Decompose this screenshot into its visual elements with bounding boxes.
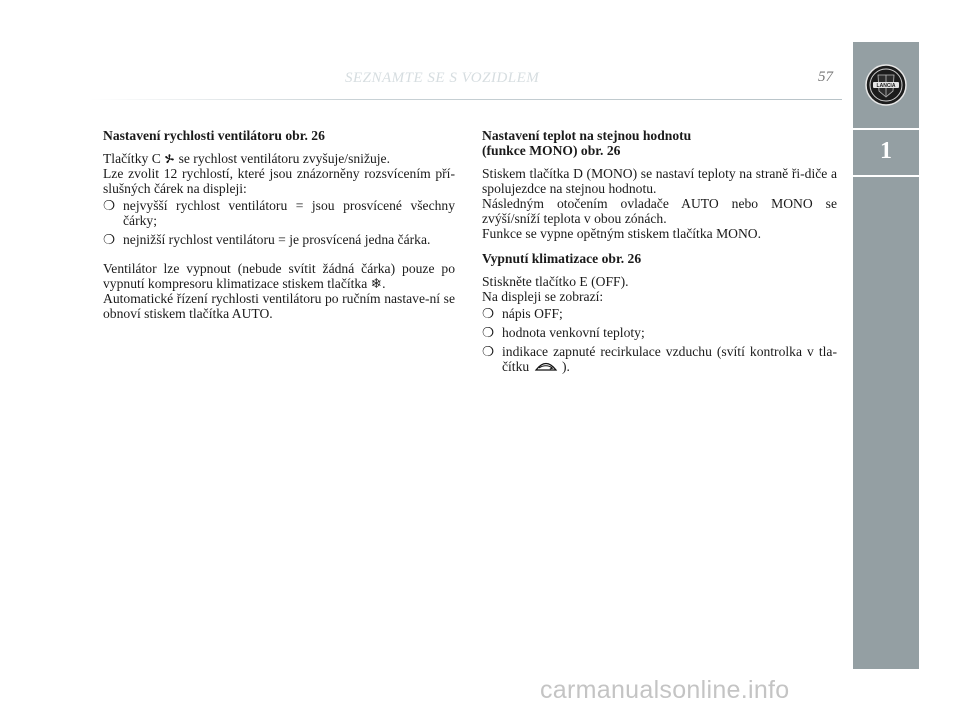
bullet-marker: ❍ [482,344,495,359]
paragraph: Stiskem tlačítka D (MONO) se nastaví teploty na straně ři-diče a spolujezdce na stejnou hodnotu. [482,166,837,196]
list-item [482,344,837,374]
list-item-text: nápis OFF; [502,306,563,321]
list-item-text: indikace zapnuté recirkulace vzduchu (svítí kontrolka v tla-čítku [502,344,837,374]
paragraph: Na displeji se zobrazí: [482,289,604,304]
paragraph: Následným otočením ovladače AUTO nebo MONO se zvýší/sníží teplota v obou zónách. [482,196,837,226]
list-item [482,325,837,340]
header-rule [90,99,842,100]
bullet-marker: ❍ [103,198,116,213]
list-item-text: nejvyšší rychlost ventilátoru = jsou prosvícené všechny čárky; [123,198,455,228]
watermark: carmanualsonline.info [540,676,790,704]
text-run: se rychlost ventilátoru zvyšuje/snižuje. [178,151,390,166]
bullet-marker: ❍ [103,232,116,247]
list-item-text: nejnižší rychlost ventilátoru = je prosvícená jedna čárka. [123,232,431,247]
heading-line: Nastavení teplot na stejnou hodnotu [482,128,692,143]
snowflake-icon: ❄ [370,276,383,291]
lancia-logo-icon [864,63,908,107]
section-heading: Vypnutí klimatizace obr. 26 [482,251,642,266]
bullet-marker: ❍ [482,325,495,340]
text-run: Ventilátor lze vypnout (nebude svítit žádná čárka) pouze po vypnutí kompresoru klimatizace stiskem tlačítka [103,261,455,291]
heading-line: (funkce MONO) obr. 26 [482,143,621,158]
paragraph [103,151,455,166]
tab-separator [853,128,919,130]
list-item [103,232,455,247]
section-heading: Nastavení rychlosti ventilátoru obr. 26 [103,128,325,143]
text-run: Tlačítky C [103,151,161,166]
left-column [103,128,455,321]
right-column [482,128,837,378]
chapter-side-tab [853,42,919,669]
chapter-number: 1 [880,138,892,164]
bullet-marker: ❍ [482,306,495,321]
tab-separator [853,175,919,177]
svg-text:LANCIA: LANCIA [876,82,896,89]
section-heading [482,128,837,158]
paragraph [103,261,455,291]
list-item-text: ). [562,359,570,374]
fan-icon [164,153,175,165]
paragraph: Stiskněte tlačítko E (OFF). [482,274,629,289]
page-number: 57 [818,69,833,85]
list-item [103,198,455,228]
paragraph: Automatické řízení rychlosti ventilátoru po ručním nastave-ní se obnoví stiskem tlačítka AUTO. [103,291,455,321]
air-recirculation-icon [533,360,559,373]
list-item-text: hodnota venkovní teploty; [502,325,645,340]
running-header-title: SEZNAMTE SE S VOZIDLEM [345,70,540,86]
paragraph: Lze zvolit 12 rychlostí, které jsou znázorněny rozsvícením pří-slušných čárek na displeji: [103,166,455,196]
paragraph: Funkce se vypne opětným stiskem tlačítka MONO. [482,226,762,241]
list-item [482,306,837,321]
text-run: . [382,276,386,291]
